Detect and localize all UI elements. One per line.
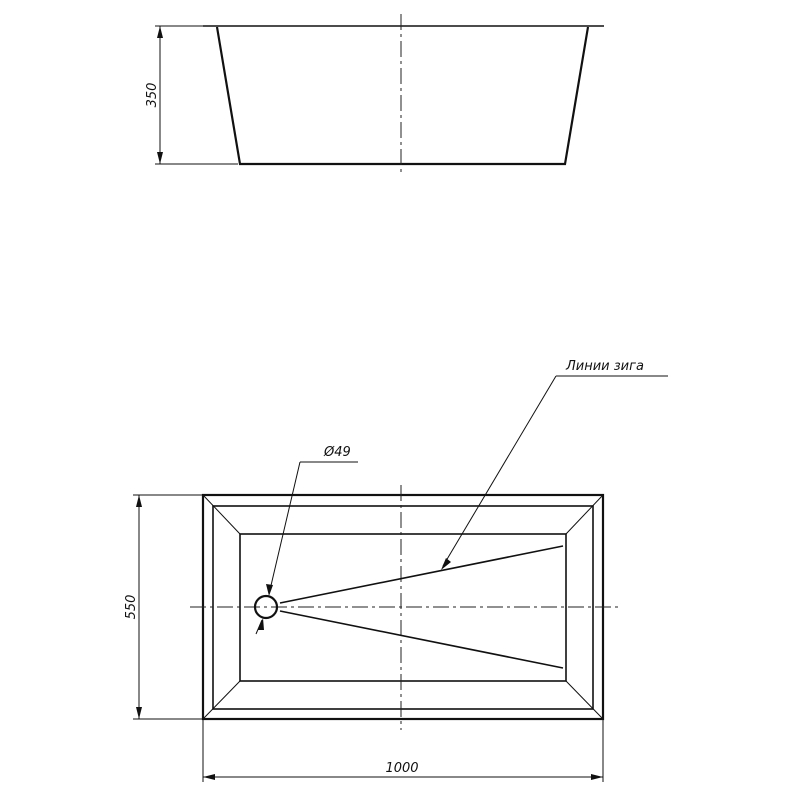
height-arrow-bottom xyxy=(157,152,163,164)
side-view xyxy=(145,14,604,175)
slope-line-upper xyxy=(280,546,563,603)
length-dimension xyxy=(203,719,603,782)
slope-lines-label: Линии зига xyxy=(566,359,644,374)
side-view-body xyxy=(217,27,588,164)
width-dimension-label: 550 xyxy=(124,594,139,620)
height-arrow-top xyxy=(157,26,163,38)
plan-view xyxy=(124,359,668,782)
height-dimension-label: 350 xyxy=(145,82,160,108)
height-dimension xyxy=(145,26,238,164)
drain-diameter-label: Ø49 xyxy=(324,445,351,460)
slope-lines-callout xyxy=(441,359,668,570)
length-dimension-label: 1000 xyxy=(385,761,419,776)
slope-line-lower xyxy=(280,611,563,668)
drain-diameter-callout xyxy=(256,445,358,634)
